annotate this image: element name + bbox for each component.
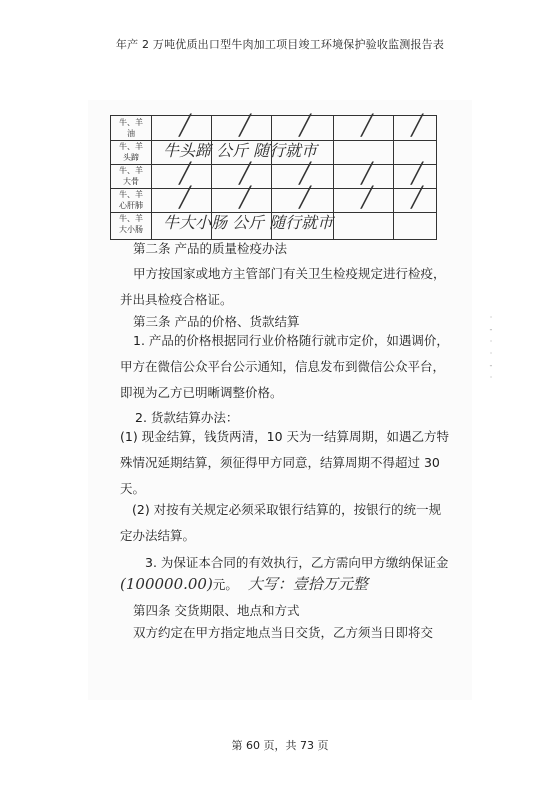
product-table	[110, 115, 437, 240]
row-label: 牛、羊 心肝肺	[119, 190, 143, 210]
table-row	[111, 212, 436, 238]
scan-artifact: · - · · - ·	[489, 313, 493, 382]
row-label: 牛、羊 大小肠	[119, 214, 143, 234]
empty-mark: ╱	[361, 185, 374, 209]
cash-settlement: (1) 现金结算，钱货两清，10 天为一结算周期，如遇乙方特殊情况延期结算，须征得甲方同意，结算周期不得超过 30 天。	[120, 429, 450, 496]
deposit-clause: 3. 为保证本合同的有效执行，乙方需向甲方缴纳保证金	[145, 555, 449, 570]
row-label: 牛、羊 头蹄	[119, 142, 143, 162]
empty-mark: ╱	[299, 161, 312, 185]
empty-mark: ╱	[411, 113, 424, 137]
table-row	[111, 140, 436, 165]
settlement-title: 2. 货款结算办法：	[135, 410, 239, 425]
deposit-amount: (100000.00)	[120, 575, 213, 593]
empty-mark: ╱	[179, 185, 192, 209]
price-paragraph: 1. 产品的价格根据同行业价格随行就市定价，如遇调价，甲方在微信公众平台公示通知，信息发布到微信公众平台，即视为乙方已明晰调整价格。	[120, 333, 449, 400]
table-row	[111, 161, 436, 189]
empty-mark: ╱	[299, 113, 312, 137]
row-label: 牛、羊 油	[119, 118, 143, 138]
empty-mark: ╱	[299, 185, 312, 209]
empty-mark: ╱	[179, 113, 192, 137]
row-label: 牛、羊 大骨	[119, 166, 143, 186]
article-3-heading: 第三条 产品的价格、货款结算	[133, 314, 300, 329]
deposit-amount-line	[120, 573, 368, 594]
page-number: 第 60 页，共 73 页	[231, 739, 329, 752]
currency-unit: 元。	[212, 577, 238, 592]
document-header: 年产 2 万吨优质出口型牛肉加工项目竣工环境保护验收监测报告表	[115, 38, 445, 51]
empty-mark: ╱	[239, 185, 252, 209]
article-2-heading: 第二条 产品的质量检疫办法	[133, 241, 287, 256]
empty-mark: ╱	[239, 161, 252, 185]
bank-settlement: (2) 对按有关规定必须采取银行结算的，按银行的统一规定办法结算。	[120, 502, 442, 543]
article-4-text: 双方约定在甲方指定地点当日交货，乙方须当日即将交	[133, 625, 434, 640]
article-4-heading: 第四条 交货期限、地点和方式	[133, 603, 300, 618]
empty-mark: ╱	[179, 161, 192, 185]
empty-mark: ╱	[239, 113, 252, 137]
empty-mark: ╱	[361, 113, 374, 137]
handwritten-entry: 牛头蹄 公斤 随行就市	[163, 141, 318, 160]
article-2-text: 甲方按国家或地方主管部门有关卫生检疫规定进行检疫，并出具检疫合格证。	[120, 266, 446, 307]
empty-mark: ╱	[411, 161, 424, 185]
empty-mark: ╱	[361, 161, 374, 185]
empty-mark: ╱	[411, 185, 424, 209]
deposit-amount-words: 大写：壹拾万元整	[247, 575, 368, 593]
handwritten-entry: 牛大小肠 公斤 随行就市	[163, 213, 334, 232]
